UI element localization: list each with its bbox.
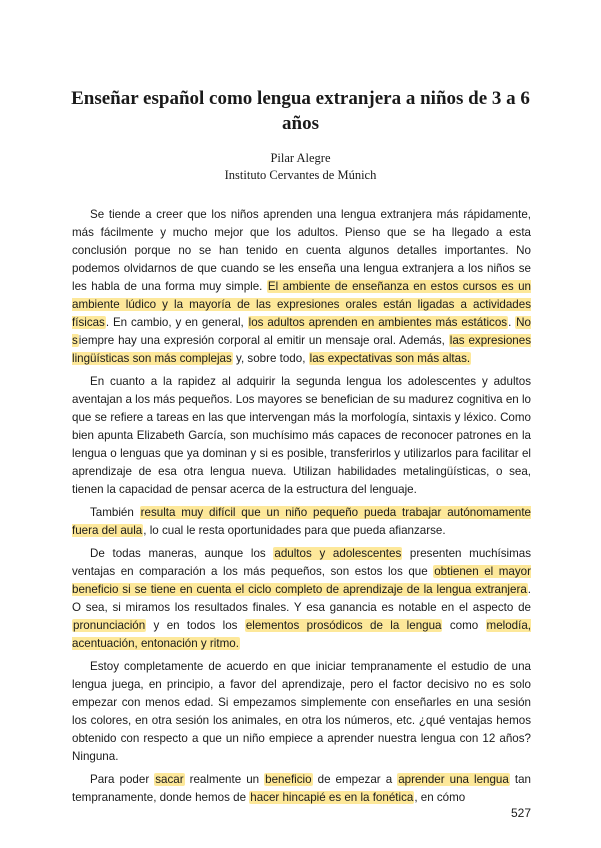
paragraph bbox=[72, 373, 531, 499]
paragraph bbox=[72, 658, 531, 766]
text-run: realmente un bbox=[184, 773, 265, 786]
text-run: y, sobre todo, bbox=[232, 352, 309, 365]
highlighted-text: sacar bbox=[155, 773, 184, 786]
text-run: como bbox=[442, 619, 486, 632]
text-run: De todas maneras, aunque los bbox=[90, 547, 274, 560]
text-run: iempre hay una expresión corporal al emitir un mensaje oral. Además, bbox=[78, 334, 449, 347]
text-run: Para poder bbox=[90, 773, 155, 786]
text-run: Se tiende a creer que los niños aprenden una lengua extranjera más rápidamente, más fácilmente y mucho mejor que los adultos. Pienso que se ha llegado a esta conclusión porque no se han tenido en cuenta algunos detalles importantes. No podemos olvidarnos de que cuando se les enseña una lengua extranjera a los niños se les habla de una forma muy simple. bbox=[72, 208, 531, 293]
page-title: Enseñar español como lengua extranjera a niños de 3 a 6 años bbox=[71, 88, 530, 134]
text-run: y en todos los bbox=[146, 619, 245, 632]
highlighted-text: beneficio bbox=[265, 773, 312, 786]
text-run: tan tempranamente, donde hemos de bbox=[72, 773, 531, 804]
text-run: . O sea, si miramos los resultados finales. Y esa ganancia es notable en el aspecto de bbox=[72, 583, 531, 614]
text-run: En cuanto a la rapidez al adquirir la segunda lengua los adolescentes y adultos aventajan a los más pequeños. Los mayores se benefician de su madurez cognitiva en lo que se refiere a tareas en las que intervengan más la morfología, sintaxis y léxico. Como bien apunta Elizabeth García, son muchísimo más capaces de reconocer patrones en la lengua o lenguas que ya dominan y si es posible, transferirlos y utilizarlos para facilitar el aprendizaje de esa otra lengua nueva. Utilizan habilidades metalingüísticas, o sea, tienen la capacidad de pensar acerca de la estructura del lenguaje. bbox=[72, 375, 531, 496]
text-run: Estoy completamente de acuerdo en que iniciar tempranamente el estudio de una lengua juega, en principio, a favor del aprendizaje, pero el factor decisivo no es solo empezar con menos edad. Si empezamos simplemente con enseñarles en una sesión los colores, en otra sesión los animales, en otra los números, etc. ¿qué ventajas hemos obtenido con respecto a que un niño empiece a aprender nuestra lengua con 12 años? Ninguna. bbox=[72, 660, 531, 763]
highlighted-text: obtienen el mayor beneficio si se tiene en cuenta el ciclo completo de aprendizaje de la lengua extranjera bbox=[72, 565, 531, 596]
text-run: , en cómo bbox=[414, 791, 466, 804]
highlighted-text: resulta muy difícil que un niño pequeño pueda trabajar autónomamente fuera del aula bbox=[72, 506, 531, 537]
highlighted-text: adultos y adolescentes bbox=[274, 547, 402, 560]
highlighted-text: pronunciación bbox=[73, 619, 146, 632]
body-text bbox=[72, 206, 531, 812]
highlighted-text: melodía, acentuación, entonación y ritmo. bbox=[72, 619, 531, 650]
highlighted-text: las expresiones lingüísticas son más complejas bbox=[72, 334, 531, 365]
paragraph bbox=[72, 545, 531, 653]
highlighted-text: las expectativas son más altas. bbox=[309, 352, 471, 365]
text-run: , lo cual le resta oportunidades para que pueda afianzarse. bbox=[143, 524, 446, 537]
author-block bbox=[60, 150, 541, 184]
text-run: También bbox=[90, 506, 140, 519]
paragraph bbox=[72, 504, 531, 540]
paragraph bbox=[72, 206, 531, 368]
author-name: Pilar Alegre bbox=[270, 151, 331, 165]
text-run: de empezar a bbox=[312, 773, 398, 786]
paragraph bbox=[72, 771, 531, 807]
author-affiliation: Instituto Cervantes de Múnich bbox=[224, 168, 377, 182]
highlighted-text: elementos prosódicos de la lengua bbox=[245, 619, 442, 632]
text-run: . bbox=[508, 316, 516, 329]
page-number: 527 bbox=[510, 806, 531, 820]
text-run: . En cambio, y en general, bbox=[105, 316, 248, 329]
highlighted-text: No s bbox=[72, 316, 531, 347]
highlighted-text: aprender una lengua bbox=[398, 773, 509, 786]
text-run: presenten muchísimas ventajas en comparación a los más pequeños, son estos los que bbox=[72, 547, 532, 578]
highlighted-text: El ambiente de enseñanza en estos cursos es un ambiente lúdico y la mayoría de las expresiones orales están ligadas a actividades físicas bbox=[72, 280, 531, 329]
highlighted-text: hacer hincapié es en la fonética bbox=[250, 791, 414, 804]
highlighted-text: los adultos aprenden en ambientes más estáticos bbox=[248, 316, 508, 329]
